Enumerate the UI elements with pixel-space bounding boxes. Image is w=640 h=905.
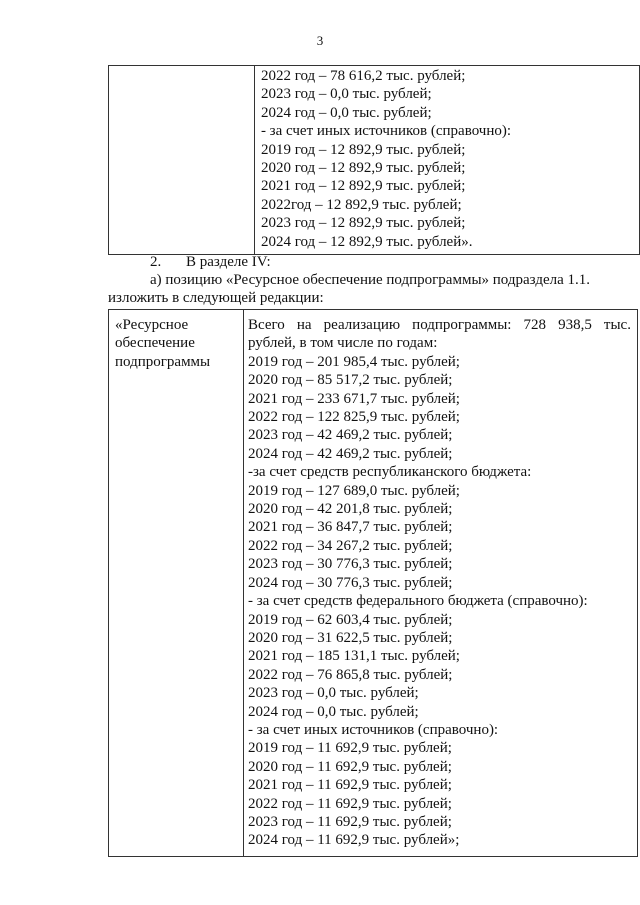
funding-line: 2020 год – 12 892,9 тыс. рублей; (260, 160, 466, 177)
funding-line: - за счет средств федерального бюджета (справочно): (248, 593, 588, 610)
position-label-line: обеспечение (115, 335, 195, 352)
funding-line: 2021 год – 12 892,9 тыс. рублей; (260, 178, 466, 195)
funding-line: 2019 год – 127 689,0 тыс. рублей; (248, 482, 460, 499)
funding-line: -за счет средств республиканского бюджета: (248, 464, 532, 481)
funding-line: 2020 год – 11 692,9 тыс. рублей; (248, 758, 452, 775)
table-right-cell (244, 310, 638, 857)
page-number: 3 (316, 33, 324, 48)
funding-line: 2022 год – 11 692,9 тыс. рублей; (248, 795, 452, 812)
item-2-heading (150, 253, 271, 271)
funding-line: 2022год – 12 892,9 тыс. рублей; (260, 196, 462, 213)
funding-line: 2024 год – 11 692,9 тыс. рублей»; (248, 832, 460, 849)
funding-line: 2021 год – 185 131,1 тыс. рублей; (248, 648, 460, 665)
funding-line: 2019 год – 12 892,9 тыс. рублей; (260, 141, 466, 158)
funding-line: 2024 год – 42 469,2 тыс. рублей; (248, 445, 453, 462)
funding-line: 2019 год – 11 692,9 тыс. рублей; (248, 740, 452, 757)
funding-line: 2020 год – 85 517,2 тыс. рублей; (248, 372, 453, 389)
funding-line: 2023 год – 0,0 тыс. рублей; (248, 685, 419, 702)
total-funding-line (248, 316, 631, 334)
funding-line: рублей, в том числе по годам: (248, 335, 438, 352)
word: подпрограммы: (412, 317, 512, 333)
funding-line: 2023 год – 30 776,3 тыс. рублей; (248, 556, 453, 573)
resource-provision-table (108, 309, 638, 857)
funding-line: 2022 год – 34 267,2 тыс. рублей; (248, 537, 453, 554)
funding-table-continued (108, 65, 640, 255)
funding-line: 2023 год – 42 469,2 тыс. рублей; (248, 427, 453, 444)
funding-line: 2024 год – 12 892,9 тыс. рублей». (260, 233, 473, 250)
funding-line: 2022 год – 78 616,2 тыс. рублей; (260, 68, 466, 84)
position-label-line: подпрограммы (115, 353, 211, 370)
funding-line: 2024 год – 0,0 тыс. рублей; (260, 104, 432, 121)
item-number: 2. (150, 254, 162, 270)
funding-line: 2022 год – 122 825,9 тыс. рублей; (248, 409, 460, 426)
word: 938,5 (558, 317, 592, 333)
funding-line: 2022 год – 76 865,8 тыс. рублей; (248, 666, 453, 683)
funding-line: - за счет иных источников (справочно): (260, 123, 512, 140)
funding-line: - за счет иных источников (справочно): (248, 721, 499, 738)
funding-line: 2019 год – 62 603,4 тыс. рублей; (248, 611, 453, 628)
funding-line: 2023 год – 11 692,9 тыс. рублей; (248, 813, 452, 830)
funding-line: 2021 год – 36 847,7 тыс. рублей; (248, 519, 453, 536)
funding-line: 2024 год – 0,0 тыс. рублей; (248, 703, 419, 720)
funding-line: 2023 год – 0,0 тыс. рублей; (260, 86, 432, 103)
item-text: В разделе IV: (186, 254, 271, 270)
funding-line: 2023 год – 12 892,9 тыс. рублей; (260, 215, 466, 232)
funding-line: 2024 год – 30 776,3 тыс. рублей; (248, 574, 453, 591)
word: 728 (523, 317, 547, 333)
position-label-line: «Ресурсное (115, 317, 189, 333)
word: реализацию (323, 317, 401, 333)
table-left-cell (109, 310, 244, 857)
funding-line: 2021 год – 11 692,9 тыс. рублей; (248, 777, 452, 794)
word: Всего (248, 317, 285, 333)
word: на (296, 317, 312, 333)
table-right-cell (254, 66, 639, 255)
funding-line: 2021 год – 233 671,7 тыс. рублей; (248, 390, 460, 407)
table-left-cell (109, 66, 255, 255)
funding-line: 2020 год – 31 622,5 тыс. рублей; (248, 629, 453, 646)
word: тыс. (603, 317, 631, 333)
funding-line: 2020 год – 42 201,8 тыс. рублей; (248, 501, 453, 518)
funding-line: 2019 год – 201 985,4 тыс. рублей; (248, 353, 460, 370)
sub-item-a-continuation: изложить в следующей редакции: (108, 290, 324, 306)
sub-item-a: а) позицию «Ресурсное обеспечение подпрограммы» подраздела 1.1. (150, 272, 591, 288)
